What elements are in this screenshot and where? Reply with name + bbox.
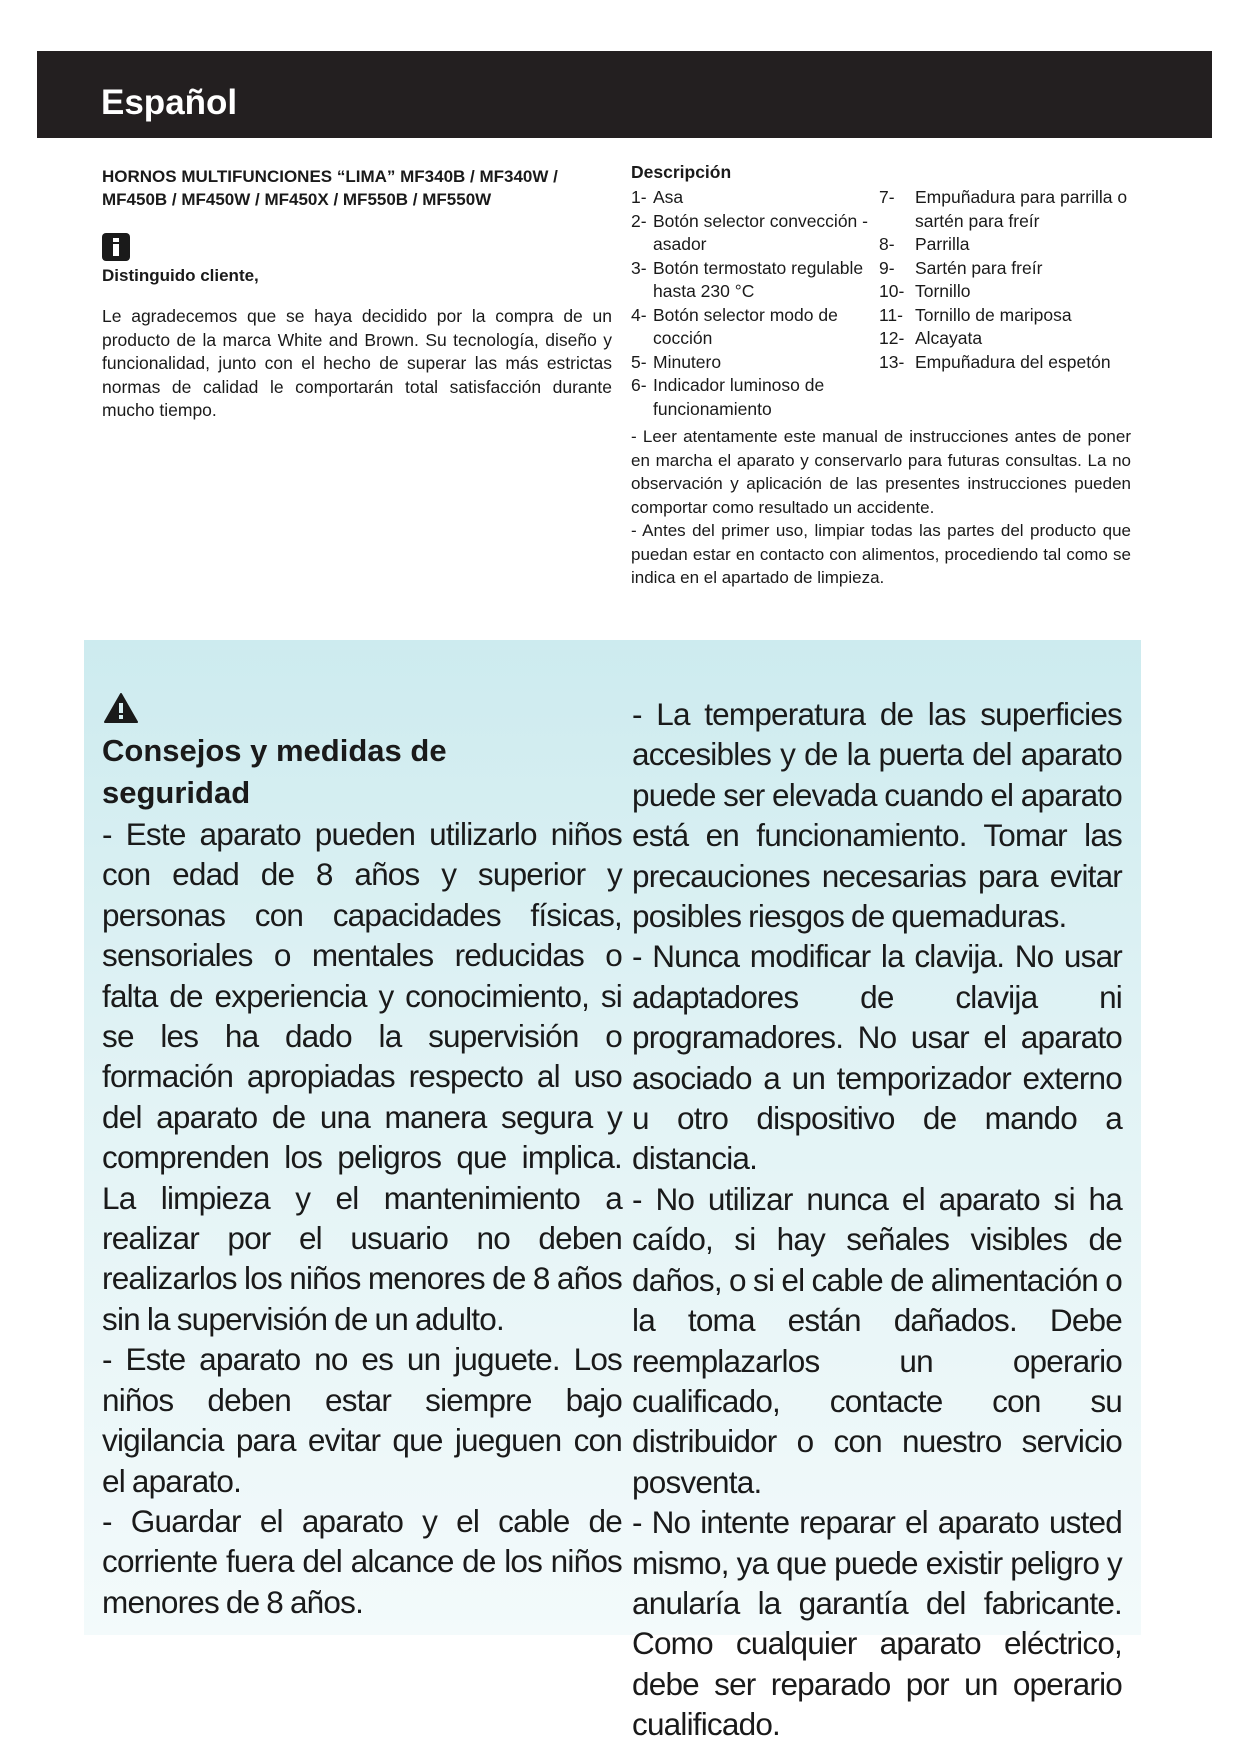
- safety-paragraph: - No intente reparar el aparato usted mismo, ya que puede existir peligro y anularía la garantía del fabricante. Como cualquier aparato eléctrico, debe ser reparado por un operario cualificado.: [632, 1504, 1122, 1743]
- description-heading: Descripción: [631, 162, 732, 182]
- info-icon: [102, 233, 130, 261]
- greeting: Distinguido cliente,: [102, 266, 259, 285]
- list-item: 3- Botón termostato regulable hasta 230 °C: [631, 257, 864, 301]
- note-paragraph: - Leer atentamente este manual de instrucciones antes de poner en marcha el aparato y conservarlo para futuras consultas. La no observación y aplicación de las presentes instrucciones pueden comportar como resultado un accidente.: [631, 427, 1131, 517]
- safety-paragraph: - No utilizar nunca el aparato si ha caído, si hay señales visibles de daños, o si el cable de alimentación o la toma están dañados. Debe reemplazarlos un operario cualificado, contacte con su distribuidor o con nuestro servicio posventa.: [632, 1180, 1122, 1500]
- safety-paragraph: - La temperatura de las superficies accesibles y de la puerta del aparato puede ser elevada cuando el aparato está en funcionamiento. Tomar las precauciones necesarias para evitar posibles riesgos de quemaduras.: [632, 696, 1122, 935]
- safety-column-left: [102, 692, 622, 1622]
- language-header-bar: [37, 51, 1212, 138]
- intro-section: [102, 165, 612, 423]
- list-item: 9- Sartén para freír: [879, 257, 1043, 278]
- safety-paragraph: - Guardar el aparato y el cable de corriente fuera del alcance de los niños menores de 8 años.: [102, 1502, 622, 1620]
- note-paragraph: - Antes del primer uso, limpiar todas las partes del producto que puedan estar en contacto con alimentos, procediendo tal como se indica en el apartado de limpieza.: [631, 521, 1131, 587]
- safety-section: [84, 640, 1141, 1743]
- product-title: HORNOS MULTIFUNCIONES “LIMA” MF340B / MF340W / MF450B / MF450W / MF450X / MF550B / MF550W: [102, 167, 558, 209]
- list-item: 8- Parrilla: [879, 234, 970, 254]
- safety-heading: Consejos y medidas de seguridad: [102, 733, 447, 810]
- list-item: 11- Tornillo de mariposa: [879, 304, 1072, 325]
- description-list-left: [631, 186, 879, 421]
- list-item: 5- Minutero: [631, 351, 722, 372]
- safety-paragraph: - Nunca modificar la clavija. No usar adaptadores de clavija ni programadores. No usar el aparato asociado a un temporizador externo u otro dispositivo de mando a distancia.: [632, 938, 1122, 1177]
- list-item: 10- Tornillo: [879, 281, 971, 301]
- list-item: 12- Alcayata: [879, 328, 983, 348]
- safety-paragraph: - Este aparato pueden utilizarlo niños con edad de 8 años y superior y personas con capacidades físicas, sensoriales o mentales reducidas o falta de experiencia y conocimiento, si se les ha dado la supervisión o formación apropiadas respecto al uso del aparato de una manera segura y comprenden los peligros que implica. La limpieza y el mantenimiento a realizar por el usuario no deben realizarlos los niños menores de 8 años sin la supervisión de un adulto.: [102, 816, 622, 1337]
- list-item: 7- Empuñadura para parrilla o sartén para freír: [879, 187, 1128, 231]
- list-item: 4- Botón selector modo de cocción: [631, 304, 838, 348]
- safety-paragraph: - Este aparato no es un juguete. Los niños deben estar siempre bajo vigilancia para evitar que jueguen con el aparato.: [102, 1341, 622, 1499]
- list-item: 1- Asa: [631, 187, 684, 207]
- description-list-right: [879, 186, 1131, 421]
- list-item: 2- Botón selector convección - asador: [631, 210, 868, 254]
- list-item: 13- Empuñadura del espetón: [879, 351, 1111, 372]
- safety-column-right: [632, 694, 1122, 1745]
- warning-icon: [103, 692, 139, 724]
- language-title: Español: [101, 83, 238, 122]
- description-notes: [631, 425, 1131, 590]
- intro-text: Le agradecemos que se haya decidido por la compra de un producto de la marca White and Brown. Su tecnología, diseño y funcionalidad, junto con el hecho de superar las más estrictas normas de calidad le comportarán total satisfacción durante mucho tiempo.: [102, 306, 612, 420]
- list-item: 6- Indicador luminoso de funcionamiento: [631, 375, 825, 419]
- description-section: [631, 160, 1131, 590]
